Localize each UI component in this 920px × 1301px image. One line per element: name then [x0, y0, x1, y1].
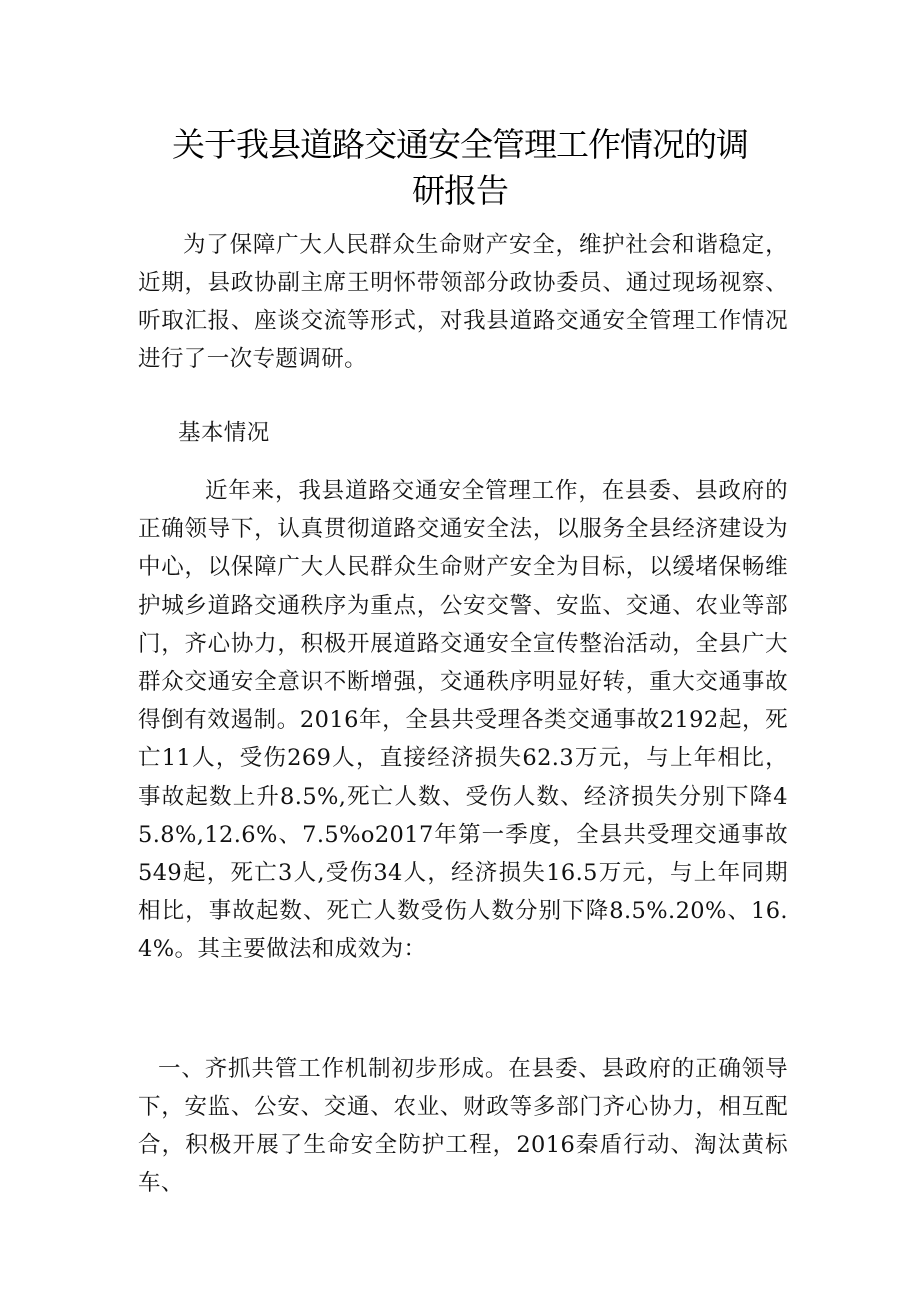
title-line-1: 关于我县道路交通安全管理工作情况的调	[172, 125, 748, 164]
basic-situation-paragraph: 近年来，我县道路交通安全管理工作，在县委、县政府的正确领导下，认真贯彻道路交通安全法，以服务全县经济建设为中心，以保障广大人民群众生命财产安全为目标，以缓堵保畅维护城乡道路交通秩序为重点，公安交警、安监、交通、农业等部门，齐心协力，积极开展道路交通安全宣传整治活动，全县广大群众交通安全意识不断增强，交通秩序明显好转，重大交通事故得倒有效遏制。2016年，全县共受理各类交通事故2192起，死亡11人，受伤269人，直接经济损失62.3万元，与上年相比，事故起数上升8.5%,死亡人数、受伤人数、经济损失分别下降45.8%,12.6%、7.5%o2017年第一季度，全县共受理交通事故549起，死亡3人,受伤34人，经济损失16.5万元，与上年同期相比，事故起数、死亡人数受伤人数分别下降8.5%.20%、16.4%。其主要做法和成效为：	[138, 478, 788, 963]
intro-paragraph: 为了保障广大人民群众生命财产安全，维护社会和谐稳定，近期，县政协副主席王明怀带领部分政协委员、通过现场视察、听取汇报、座谈交流等形式，对我县道路交通安全管理工作情况进行了一次专题调研。	[138, 232, 788, 372]
title-line-2: 研报告	[412, 171, 508, 210]
document-title	[120, 122, 800, 214]
section-heading-basic: 基本情况	[178, 420, 270, 446]
section-one-paragraph: 一、齐抓共管工作机制初步形成。在县委、县政府的正确领导下，安监、公安、交通、农业、财政等多部门齐心协力，相互配合，积极开展了生命安全防护工程，2016秦盾行动、淘汰黄标车、	[138, 1056, 788, 1196]
